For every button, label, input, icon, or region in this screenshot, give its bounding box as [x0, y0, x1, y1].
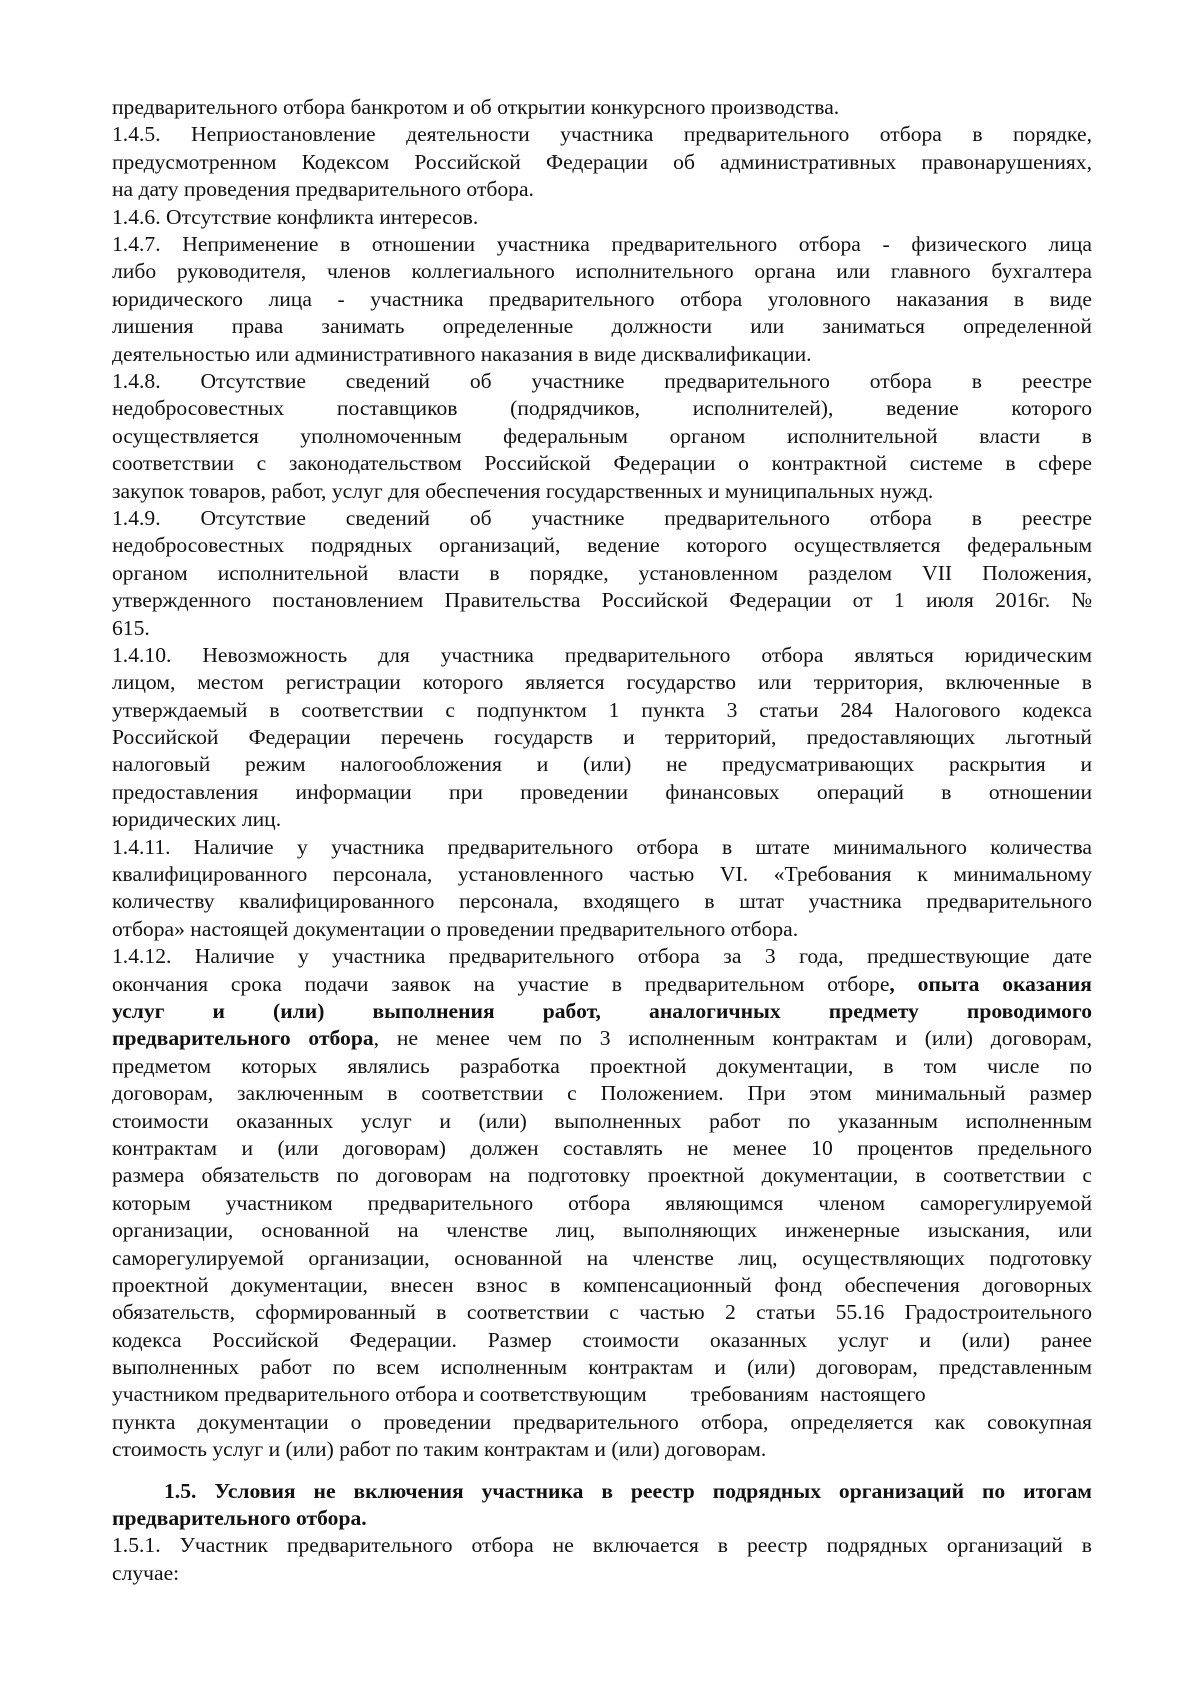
text-line: Российской Федерации перечень государств и территорий, предоставляющих льготный: [112, 725, 1092, 750]
text-line: квалифицированного персонала, установленного частью VI. «Требования к минимальному: [112, 862, 1092, 887]
section-spacer: [112, 1464, 1092, 1478]
text-line: лицом, местом регистрации которого является государство или территория, включенные в: [112, 670, 1092, 695]
text-line: деятельностью или административного наказания в виде дисквалификации.: [112, 341, 812, 366]
text-line: осуществляется уполномоченным федеральным органом исполнительной власти в: [112, 423, 1092, 448]
text-line: 1.4.10. Невозможность для участника предварительного отбора являться юридическим: [112, 642, 1092, 667]
text-line: юридического лица - участника предварительного отбора уголовного наказания в виде: [112, 286, 1092, 311]
text-line-normal: , не менее чем по 3 исполненным контрактам и (или) договорам,: [373, 1026, 1092, 1051]
text-line: предусмотренном Кодексом Российской Федерации об административных правонарушениях,: [112, 149, 1092, 174]
text-line: соответствии с законодательством Российской Федерации о контрактной системе в сфере: [112, 451, 1092, 476]
text-line-normal: окончания срока подачи заявок на участие в предварительном отборе: [112, 971, 890, 996]
text-line: количеству квалифицированного персонала, входящего в штат участника предварительного: [112, 889, 1092, 914]
text-line: стоимости оказанных услуг и (или) выполненных работ по указанным исполненным: [112, 1108, 1092, 1133]
text-line: 1.4.12. Наличие у участника предварительного отбора за 3 года, предшествующие дате: [112, 944, 1092, 969]
text-line: 1.4.11. Наличие у участника предварительного отбора в штате минимального количества: [112, 834, 1092, 859]
text-line: проектной документации, внесен взнос в компенсационный фонд обеспечения договорных: [112, 1272, 1092, 1297]
text-line: 1.4.8. Отсутствие сведений об участнике предварительного отбора в реестре: [112, 368, 1092, 393]
text-line: на дату проведения предварительного отбора.: [112, 177, 534, 202]
text-line: закупок товаров, работ, услуг для обеспечения государственных и муниципальных нужд.: [112, 478, 934, 503]
text-line: пункта документации о проведении предварительного отбора, определяется как совокупная: [112, 1409, 1092, 1434]
document-body: [112, 94, 1092, 971]
text-line: недобросовестных поставщиков (подрядчиков, исполнителей), ведение которого: [112, 396, 1092, 421]
document-body-final: [112, 1532, 1092, 1587]
text-line: контрактам и (или договорам) должен составлять не менее 10 процентов предельного: [112, 1135, 1092, 1160]
text-line: лишения права занимать определенные должности или заниматься определенной: [112, 314, 1092, 339]
text-line-right: требованиям настоящего: [690, 1382, 926, 1407]
text-line-bold: , опыта оказания: [889, 971, 1092, 996]
document-body-tail: [112, 1409, 1092, 1464]
text-line: предоставления информации при проведении финансовых операций в отношении: [112, 779, 1092, 804]
text-line: утвержденного постановлением Правительства Российской Федерации от 1 июля 2016г. №: [112, 588, 1092, 613]
text-line: 1.5.1. Участник предварительного отбора не включается в реестр подрядных организаций в: [112, 1533, 1092, 1558]
text-line-bold: услуг и (или) выполнения работ, аналогичных предмету проводимого: [112, 999, 1092, 1024]
section-heading: 1.5. Условия не включения участника в реестр подрядных организаций по итогам: [164, 1478, 1092, 1503]
text-line: 1.4.6. Отсутствие конфликта интересов.: [112, 204, 479, 229]
text-line: договорам, заключенным в соответствии с Положением. При этом минимальный размер: [112, 1081, 1092, 1106]
text-line: организации, основанной на членстве лиц, выполняющих инженерные изыскания, или: [112, 1218, 1092, 1243]
text-line-bold: предварительного отбора: [112, 1026, 374, 1051]
text-line-left: участником предварительного отбора и соответствующим: [112, 1382, 647, 1407]
text-line: [112, 1381, 1092, 1408]
text-line: либо руководителя, членов коллегиального исполнительного органа или главного бухгалтера: [112, 259, 1092, 284]
text-line: [112, 971, 1092, 998]
text-line: 1.4.9. Отсутствие сведений об участнике предварительного отбора в реестре: [112, 505, 1092, 530]
text-line: саморегулируемой организации, основанной на членстве лиц, осуществляющих подготовку: [112, 1245, 1092, 1270]
text-line: 615.: [112, 615, 150, 640]
text-line: утверждаемый в соответствии с подпунктом 1 пункта 3 статьи 284 Налогового кодекса: [112, 697, 1092, 722]
section-heading-continued: предварительного отбора.: [112, 1506, 367, 1531]
document-page: [112, 94, 1092, 1587]
text-line: отбора» настоящей документации о проведении предварительного отбора.: [112, 916, 799, 941]
text-line: предметом которых являлись разработка проектной документации, в том числе по: [112, 1053, 1092, 1078]
text-line: обязательств, сформированный в соответствии с частью 2 статьи 55.16 Градостроительного: [112, 1300, 1092, 1325]
text-line: 1.4.5. Неприостановление деятельности участника предварительного отбора в порядке,: [112, 122, 1092, 147]
text-line: органом исполнительной власти в порядке, установленном разделом VII Положения,: [112, 560, 1092, 585]
text-line: налоговый режим налогообложения и (или) не предусматривающих раскрытия и: [112, 752, 1092, 777]
text-line: которым участником предварительного отбора являющимся членом саморегулируемой: [112, 1190, 1092, 1215]
text-line: предварительного отбора банкротом и об открытии конкурсного производства.: [112, 95, 840, 119]
text-line: стоимость услуг и (или) работ по таким контрактам и (или) договорам.: [112, 1437, 767, 1462]
text-line: размера обязательств по договорам на подготовку проектной документации, в соответствии с: [112, 1163, 1092, 1188]
text-line: юридических лиц.: [112, 807, 282, 832]
text-line: недобросовестных подрядных организаций, ведение которого осуществляется федеральным: [112, 533, 1092, 558]
text-line: выполненных работ по всем исполненным контрактам и (или) договорам, представленным: [112, 1355, 1092, 1380]
text-line: [112, 1025, 1092, 1052]
document-body-continued: [112, 1053, 1092, 1382]
text-line: случае:: [112, 1560, 180, 1585]
text-line: 1.4.7. Неприменение в отношении участника предварительного отбора - физического лица: [112, 232, 1092, 256]
text-line: кодекса Российской Федерации. Размер стоимости оказанных услуг и (или) ранее: [112, 1327, 1092, 1352]
